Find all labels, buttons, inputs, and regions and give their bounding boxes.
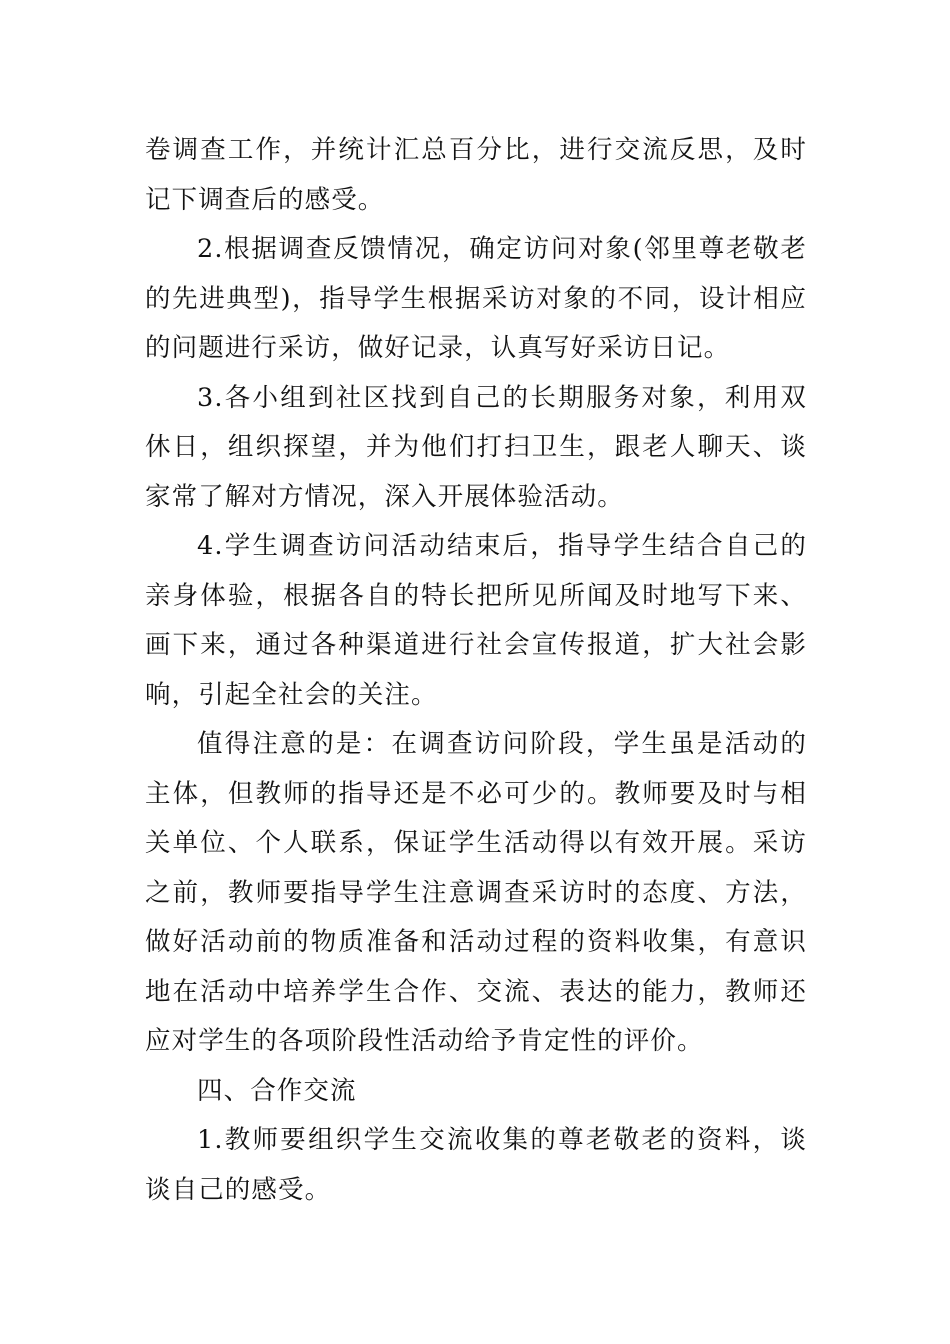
paragraph-section-item-1: 1.教师要组织学生交流收集的尊老敬老的资料，谈谈自己的感受。 xyxy=(145,1125,807,1205)
paragraph-item-3: 3.各小组到社区找到自己的长期服务对象，利用双休日，组织探望，并为他们打扫卫生，跟老人聊天、谈家常了解对方情况，深入开展体验活动。 xyxy=(145,382,807,512)
paragraph-item-2: 2.根据调查反馈情况，确定访问对象(邻里尊老敬老的先进典型)，指导学生根据采访对象的不同，设计相应的问题进行采访，做好记录，认真写好采访日记。 xyxy=(145,234,807,363)
document-body xyxy=(145,126,807,1215)
section-heading: 四、合作交流 xyxy=(197,1075,357,1106)
paragraph-continuation: 卷调查工作，并统计汇总百分比，进行交流反思，及时记下调查后的感受。 xyxy=(145,135,807,215)
paragraph-note: 值得注意的是：在调查访问阶段，学生虽是活动的主体，但教师的指导还是不必可少的。教师要及时与相关单位、个人联系，保证学生活动得以有效开展。采访之前，教师要指导学生注意调查采访时的态度、方法，做好活动前的物质准备和活动过程的资料收集，有意识地在活动中培养学生合作、交流、表达的能力，教师还应对学生的各项阶段性活动给予肯定性的评价。 xyxy=(145,729,807,1056)
paragraph-item-4: 4.学生调查访问活动结束后，指导学生结合自己的亲身体验，根据各自的特长把所见所闻及时地写下来、画下来，通过各种渠道进行社会宣传报道，扩大社会影响，引起全社会的关注。 xyxy=(145,531,807,710)
